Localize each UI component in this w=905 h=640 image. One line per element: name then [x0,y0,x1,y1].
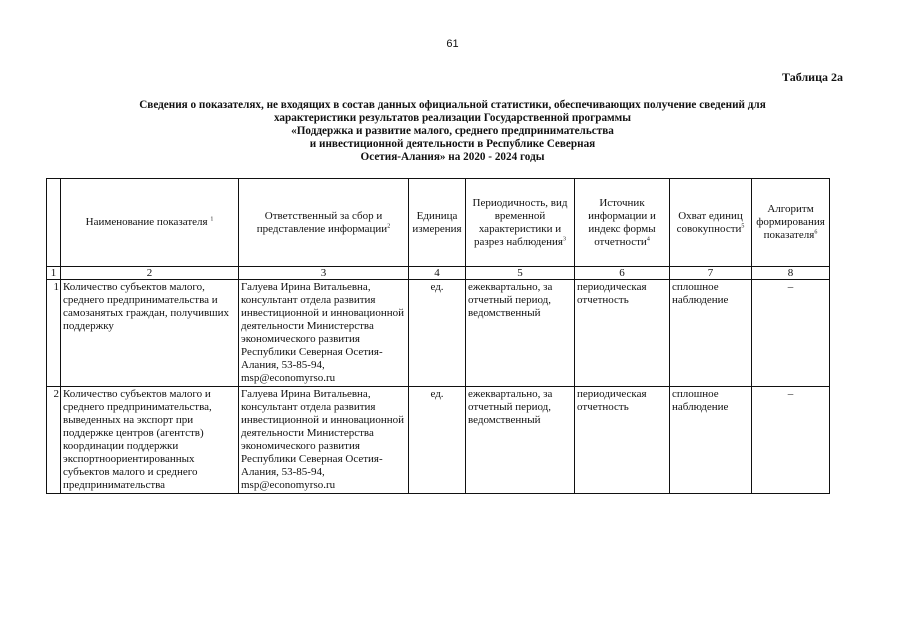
heading-line: Сведения о показателях, не входящих в состав данных официальной статистики, обеспечивающих получение сведений для [139,99,766,111]
cell-unit: ед. [409,387,466,494]
header-cell-responsible: Ответственный за сбор и представление информации$^2$ [239,179,409,267]
cell-coverage: сплошное наблюдение [670,280,752,387]
cell-algorithm: – [752,387,830,494]
column-number: 3 [239,267,409,280]
header-cell-algorithm: Алгоритм формирования показателя$^6$ [752,179,830,267]
column-number: 5 [466,267,575,280]
header-cell-unit: Единица измерения [409,179,466,267]
column-number: 2 [61,267,239,280]
cell-unit: ед. [409,280,466,387]
cell-indicator-name: Количество субъектов малого, среднего предпринимательства и самозанятых граждан, получивших поддержку [61,280,239,387]
header-cell-coverage: Охват единиц совокупности$^5$ [670,179,752,267]
header-cell-index [47,179,61,267]
heading-line: характеристики результатов реализации Государственной программы [273,112,632,124]
cell-source: периодическая отчетность [575,280,670,387]
cell-responsible: Галуева Ирина Витальевна, консультант отдела развития инвестиционной и инновационной деятельности Министерства экономического развития Республики Северная Осетия-Алания, 53-85-94, msp@economyrso.ru [239,280,409,387]
page-number: 61 [446,38,459,50]
document-heading [60,99,845,164]
column-number-row [47,267,830,280]
header-cell-source: Источник информации и индекс формы отчетности$^4$ [575,179,670,267]
header-cell-name: Наименование показателя $^1$ [61,179,239,267]
table-header-row [47,179,830,267]
heading-line: и инвестиционной деятельности в Республике Северная [309,138,596,150]
table-row [47,280,830,387]
cell-periodicity: ежеквартально, за отчетный период, ведомственный [466,280,575,387]
row-index: 1 [47,280,61,387]
heading-line: «Поддержка и развитие малого, среднего предпринимательства [291,125,614,137]
column-number: 4 [409,267,466,280]
cell-coverage: сплошное наблюдение [670,387,752,494]
table-label: Таблица 2а [782,70,843,84]
indicators-table [46,178,830,494]
column-number: 8 [752,267,830,280]
column-number: 7 [670,267,752,280]
cell-periodicity: ежеквартально, за отчетный период, ведомственный [466,387,575,494]
cell-source: периодическая отчетность [575,387,670,494]
cell-indicator-name: Количество субъектов малого и среднего предпринимательства, выведенных на экспорт при поддержке центров (агентств) координации поддержки экспортноориентированных субъектов малого и среднего предпринимательства [61,387,239,494]
cell-algorithm: – [752,280,830,387]
column-number: 1 [47,267,61,280]
heading-line: Осетия-Алания» на 2020 - 2024 годы [360,151,545,163]
row-index: 2 [47,387,61,494]
column-number: 6 [575,267,670,280]
header-cell-periodicity: Периодичность, вид временной характеристики и разрез наблюдения$^3$ [466,179,575,267]
cell-responsible: Галуева Ирина Витальевна, консультант отдела развития инвестиционной и инновационной деятельности Министерства экономического развития Республики Северная Осетия-Алания, 53-85-94, msp@economyrso.ru [239,387,409,494]
table-row [47,387,830,494]
